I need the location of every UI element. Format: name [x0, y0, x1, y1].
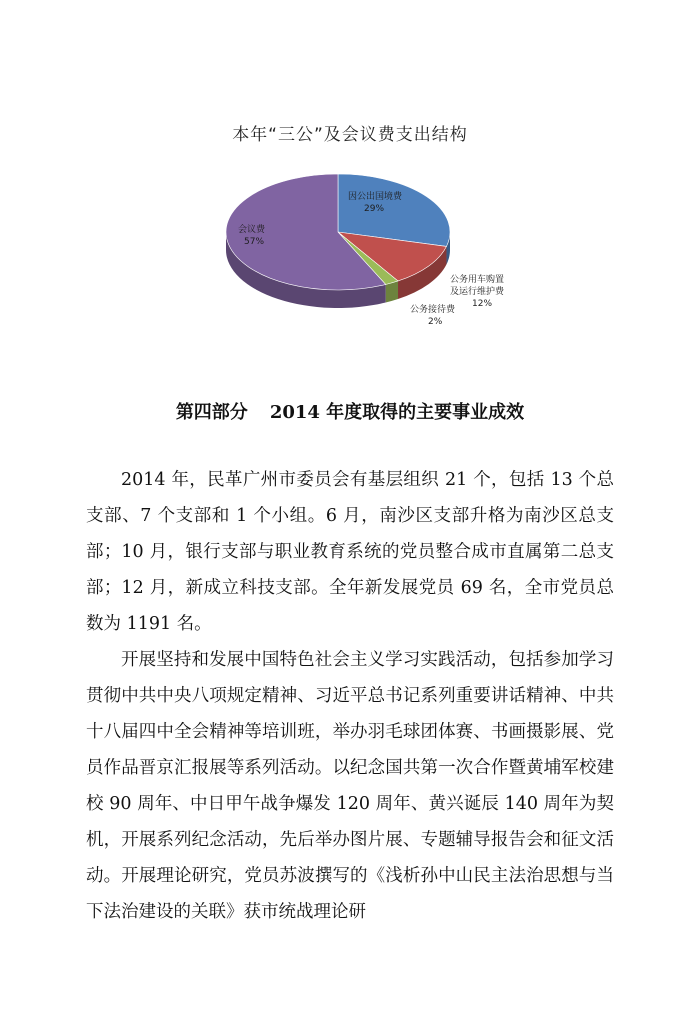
- section-heading: [0, 398, 700, 424]
- pie-label-name-reception: 公务接待费: [410, 305, 456, 315]
- paragraph-organization: 2014 年，民革广州市委员会有基层组织 21 个，包括 13 个总支部、7 个支部和 1 个小组。6 月，南沙区支部升格为南沙区总支部；10 月，银行支部与职业教育系统的党员整合成市直属第二总支部；12 月，新成立科技支部。全年新发展党员 69 名，全市党员总数为 1191 名。: [86, 470, 614, 634]
- pie-label-value-travel: 29%: [364, 204, 385, 214]
- pie-label-name-car-line2: 及运行维护费: [450, 287, 505, 297]
- section-title: 2014 年度取得的主要事业成效: [269, 402, 525, 423]
- paragraph-activities: 开展坚持和发展中国特色社会主义学习实践活动，包括参加学习贯彻中共中央八项规定精神、习近平总书记系列重要讲话精神、中共十八届四中全会精神等培训班，举办羽毛球团体赛、书画摄影展、党员作品晋京汇报展等系列活动。以纪念国共第一次合作暨黄埔军校建校 90 周年、中日甲午战争爆发 120 周年、黄兴诞辰 140 周年为契机，开展系列纪念活动，先后举办图片展、专题辅导报告会和征文活动。开展理论研究，党员苏波撰写的《浅析孙中山民主法治思想与当下法治建设的关联》获市统战理论研: [86, 650, 614, 922]
- chart-title: 本年“三公”及会议费支出结构: [232, 125, 468, 145]
- pie-label-name-car-line1: 公务用车购置: [450, 275, 505, 285]
- pie-label-name-meeting: 会议费: [238, 225, 266, 235]
- pie-label-value-reception: 2%: [428, 317, 443, 327]
- pie-label-value-car: 12%: [472, 299, 493, 309]
- pie-chart: [220, 160, 505, 330]
- section-part: 第四部分: [175, 402, 248, 423]
- pie-label-value-meeting: 57%: [244, 237, 265, 247]
- pie-label-name-travel: 因公出国境费: [348, 192, 403, 202]
